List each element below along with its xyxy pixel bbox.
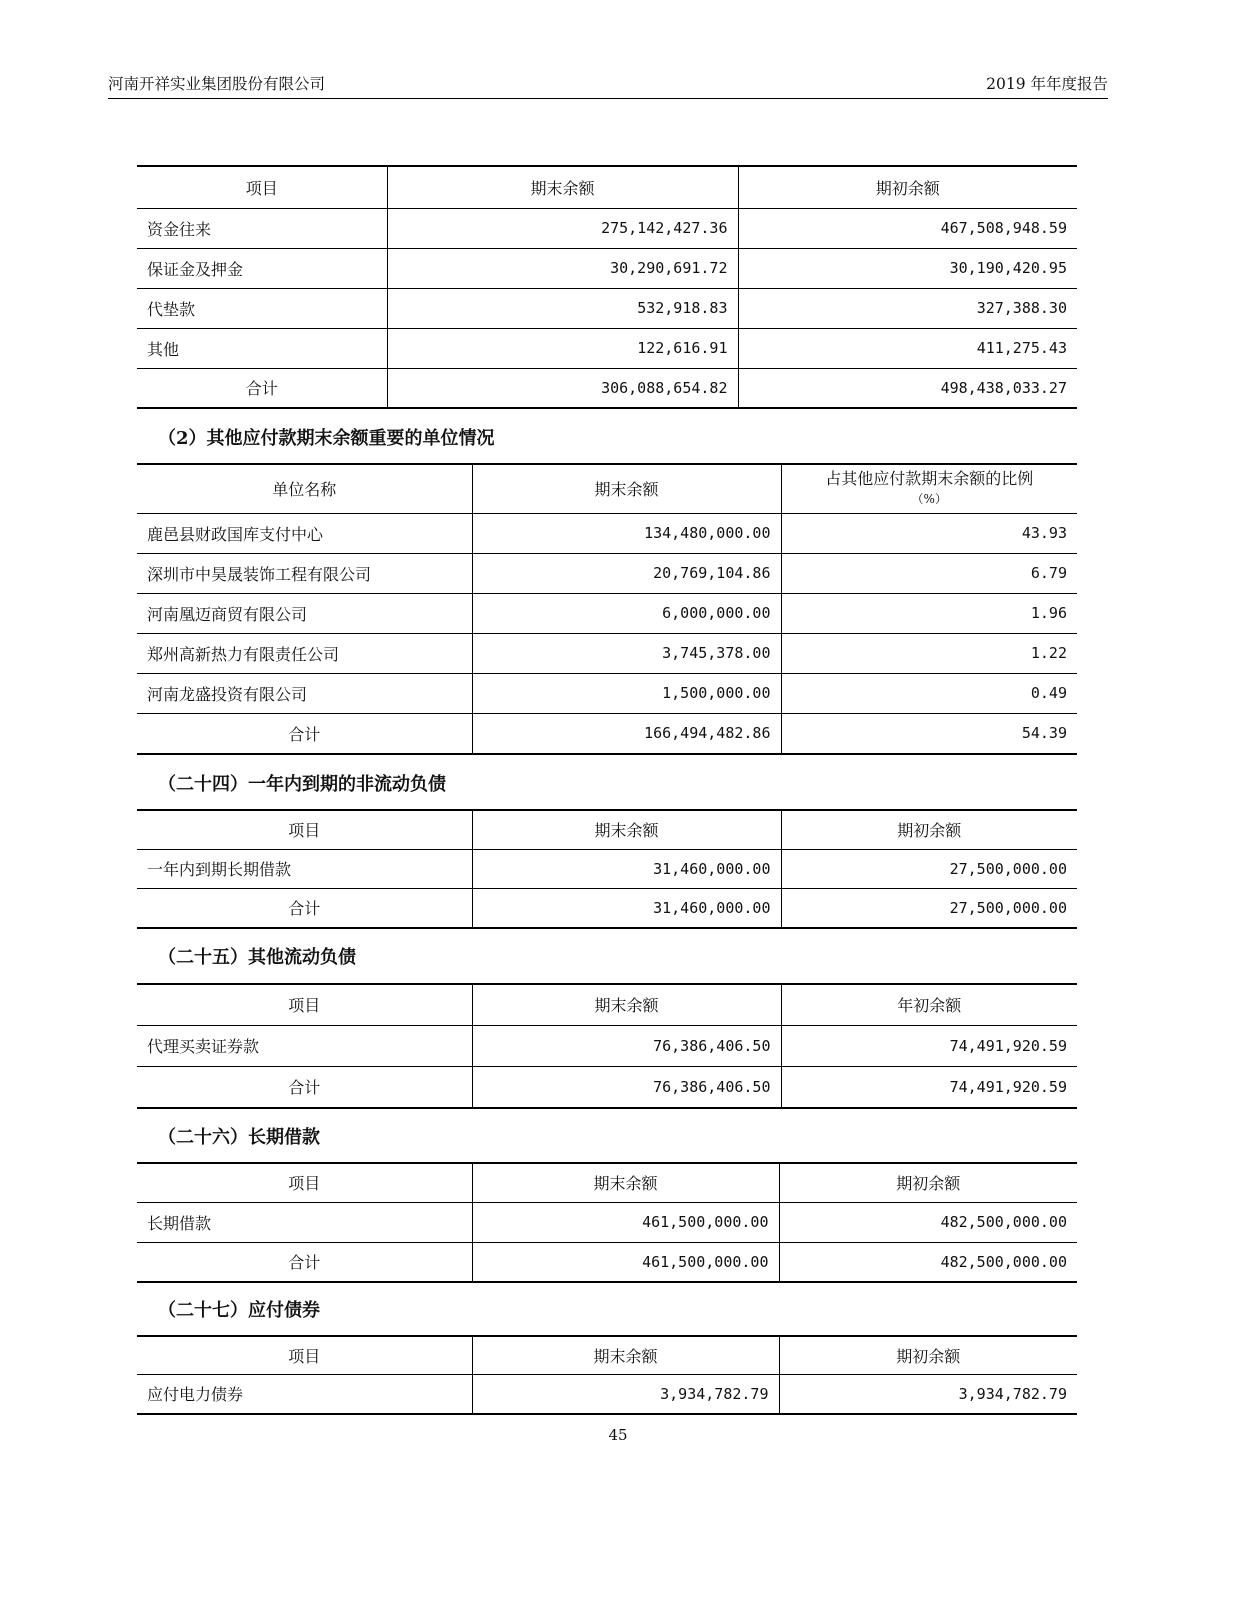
cell: 合计	[137, 713, 472, 754]
cell: 资金往来	[137, 208, 387, 248]
column-header: 期末余额	[472, 464, 781, 513]
column-header: 项目	[137, 984, 472, 1025]
cell: 76,386,406.50	[472, 1066, 781, 1108]
column-header: 项目	[137, 1336, 472, 1374]
cell: 20,769,104.86	[472, 553, 781, 593]
total-row	[137, 888, 1077, 928]
report-title: 2019 年年度报告	[986, 75, 1108, 93]
cell: 74,491,920.59	[781, 1066, 1077, 1108]
cell: 合计	[137, 368, 387, 408]
cell: 54.39	[781, 713, 1077, 754]
cell: 河南凰迈商贸有限公司	[137, 593, 472, 633]
table-header-row	[137, 166, 1077, 208]
table-header-row	[137, 1163, 1077, 1202]
section-title: （2）其他应付款期末余额重要的单位情况	[158, 428, 495, 449]
column-header: 期末余额	[472, 1163, 779, 1202]
major-other-payables-table	[137, 463, 1077, 755]
cell: 1,500,000.00	[472, 673, 781, 713]
cell: 代理买卖证券款	[137, 1025, 472, 1066]
section-title: （二十六）长期借款	[158, 1127, 320, 1148]
table-row	[137, 513, 1077, 553]
cell: 保证金及押金	[137, 248, 387, 288]
cell: 461,500,000.00	[472, 1202, 779, 1242]
total-row	[137, 368, 1077, 408]
cell: 411,275.43	[738, 328, 1077, 368]
cell: 31,460,000.00	[472, 888, 781, 928]
table-row	[137, 328, 1077, 368]
cell: 一年内到期长期借款	[137, 849, 472, 888]
column-header: 期末余额	[472, 1336, 779, 1374]
column-header-ratio	[781, 464, 1077, 513]
column-header: 期初余额	[781, 810, 1077, 849]
column-header: 期末余额	[387, 166, 738, 208]
cell: 郑州高新热力有限责任公司	[137, 633, 472, 673]
column-header: 单位名称	[137, 464, 472, 513]
cell: 3,745,378.00	[472, 633, 781, 673]
cell: 327,388.30	[738, 288, 1077, 328]
cell: 合计	[137, 1242, 472, 1282]
ratio-header-text: 占其他应付款期末余额的比例	[825, 468, 1034, 488]
cell: 532,918.83	[387, 288, 738, 328]
column-header: 期末余额	[472, 984, 781, 1025]
total-row	[137, 1242, 1077, 1282]
cell: 代垫款	[137, 288, 387, 328]
cell: 深圳市中昊晟装饰工程有限公司	[137, 553, 472, 593]
table-header-row	[137, 984, 1077, 1025]
company-name: 河南开祥实业集团股份有限公司	[108, 75, 326, 93]
table-row	[137, 208, 1077, 248]
cell: 30,190,420.95	[738, 248, 1077, 288]
cell: 0.49	[781, 673, 1077, 713]
cell: 应付电力债券	[137, 1374, 472, 1414]
cell: 3,934,782.79	[472, 1374, 779, 1414]
table-header-row	[137, 810, 1077, 849]
cell: 76,386,406.50	[472, 1025, 781, 1066]
cell: 其他	[137, 328, 387, 368]
bonds-payable-table	[137, 1335, 1077, 1415]
cell: 合计	[137, 888, 472, 928]
ratio-header-unit: （%）	[911, 491, 947, 506]
section-title: （二十四）一年内到期的非流动负债	[158, 774, 446, 795]
cell: 6,000,000.00	[472, 593, 781, 633]
cell: 467,508,948.59	[738, 208, 1077, 248]
cell: 合计	[137, 1066, 472, 1108]
table-row	[137, 849, 1077, 888]
page-header	[108, 70, 1108, 99]
cell: 长期借款	[137, 1202, 472, 1242]
table-row	[137, 1202, 1077, 1242]
table-header-row	[137, 464, 1077, 513]
total-row	[137, 713, 1077, 754]
other-payables-by-nature-table	[137, 165, 1077, 409]
cell: 74,491,920.59	[781, 1025, 1077, 1066]
table-header-row	[137, 1336, 1077, 1374]
column-header: 项目	[137, 810, 472, 849]
column-header: 期初余额	[779, 1163, 1077, 1202]
cell: 3,934,782.79	[779, 1374, 1077, 1414]
cell: 134,480,000.00	[472, 513, 781, 553]
other-current-liabilities-table	[137, 983, 1077, 1109]
total-row	[137, 1066, 1077, 1108]
cell: 27,500,000.00	[781, 849, 1077, 888]
cell: 166,494,482.86	[472, 713, 781, 754]
table-row	[137, 673, 1077, 713]
cell: 27,500,000.00	[781, 888, 1077, 928]
cell: 河南龙盛投资有限公司	[137, 673, 472, 713]
table-row	[137, 248, 1077, 288]
cell: 31,460,000.00	[472, 849, 781, 888]
table-row	[137, 633, 1077, 673]
column-header: 年初余额	[781, 984, 1077, 1025]
cell: 6.79	[781, 553, 1077, 593]
section-title: （二十五）其他流动负债	[158, 947, 356, 968]
table-row	[137, 593, 1077, 633]
cell: 482,500,000.00	[779, 1202, 1077, 1242]
long-term-borrowings-table	[137, 1162, 1077, 1283]
table-row	[137, 1374, 1077, 1414]
column-header: 期末余额	[472, 810, 781, 849]
cell: 1.96	[781, 593, 1077, 633]
cell: 306,088,654.82	[387, 368, 738, 408]
column-header: 项目	[137, 166, 387, 208]
cell: 482,500,000.00	[779, 1242, 1077, 1282]
table-row	[137, 1025, 1077, 1066]
cell: 1.22	[781, 633, 1077, 673]
cell: 122,616.91	[387, 328, 738, 368]
cell: 43.93	[781, 513, 1077, 553]
current-portion-noncurrent-liabilities-table	[137, 809, 1077, 929]
cell: 461,500,000.00	[472, 1242, 779, 1282]
table-row	[137, 288, 1077, 328]
column-header: 项目	[137, 1163, 472, 1202]
cell: 275,142,427.36	[387, 208, 738, 248]
column-header: 期初余额	[779, 1336, 1077, 1374]
cell: 30,290,691.72	[387, 248, 738, 288]
cell: 鹿邑县财政国库支付中心	[137, 513, 472, 553]
table-row	[137, 553, 1077, 593]
section-title: （二十七）应付债券	[158, 1300, 320, 1321]
column-header: 期初余额	[738, 166, 1077, 208]
page-number: 45	[608, 1426, 628, 1444]
cell: 498,438,033.27	[738, 368, 1077, 408]
